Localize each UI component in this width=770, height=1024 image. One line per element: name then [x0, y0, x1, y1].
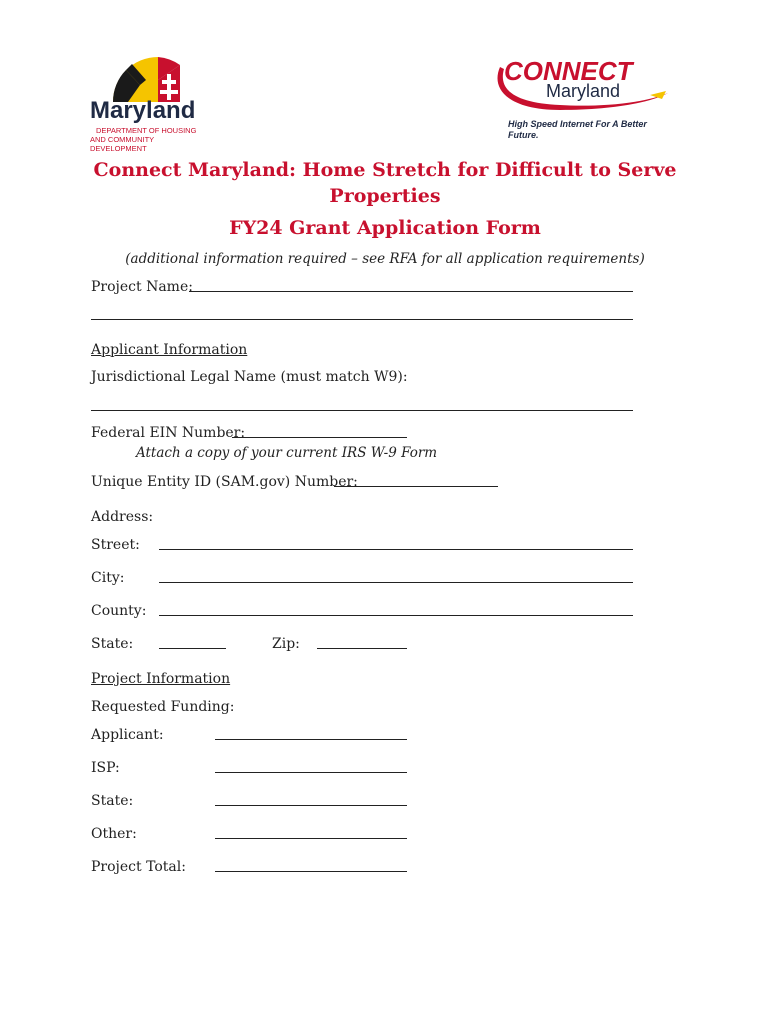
funding-state-label: State:: [91, 793, 134, 809]
county-field[interactable]: [159, 615, 633, 616]
uei-label: Unique Entity ID (SAM.gov) Number:: [91, 474, 358, 490]
form-title-line-1: Connect Maryland: Home Stretch for Difficult to Serve: [93, 159, 677, 181]
city-field[interactable]: [159, 582, 633, 583]
connect-maryland-logo: [490, 55, 675, 140]
connect-logo-line1: CONNECT: [504, 56, 633, 86]
project-name-field[interactable]: [189, 291, 633, 292]
maryland-flag-emblem-icon: [88, 50, 208, 102]
project-total-label: Project Total:: [91, 859, 186, 875]
form-title-line-2: Properties: [329, 185, 441, 207]
ein-field[interactable]: [232, 437, 407, 438]
zip-field[interactable]: [317, 648, 407, 649]
state-label: State:: [91, 636, 134, 652]
funding-other-field[interactable]: [215, 838, 407, 839]
city-label: City:: [91, 570, 125, 586]
funding-isp-field[interactable]: [215, 772, 407, 773]
dhcd-line-2: AND COMMUNITY DEVELOPMENT: [90, 135, 155, 153]
project-total-field[interactable]: [215, 871, 407, 872]
form-title-line-3: FY24 Grant Application Form: [229, 217, 541, 239]
address-label: Address:: [91, 509, 154, 525]
connect-logo-line2: Maryland: [546, 81, 621, 101]
form-note: (additional information required – see RFA for all application requirements): [125, 251, 645, 267]
project-name-field-continued[interactable]: [91, 319, 633, 320]
zip-label: Zip:: [272, 636, 300, 652]
funding-applicant-field[interactable]: [215, 739, 407, 740]
dhcd-line-1: DEPARTMENT OF HOUSING: [96, 126, 197, 135]
state-field[interactable]: [159, 648, 226, 649]
funding-applicant-label: Applicant:: [91, 727, 164, 743]
maryland-logo-name: Maryland: [90, 97, 196, 124]
ein-label: Federal EIN Number:: [91, 425, 246, 441]
requested-funding-label: Requested Funding:: [91, 699, 235, 715]
uei-field[interactable]: [334, 486, 498, 487]
funding-other-label: Other:: [91, 826, 137, 842]
street-label: Street:: [91, 537, 140, 553]
maryland-dhcd-logo: [88, 50, 208, 153]
applicant-information-heading: Applicant Information: [91, 342, 248, 358]
project-information-heading: Project Information: [91, 671, 231, 687]
county-label: County:: [91, 603, 147, 619]
funding-state-field[interactable]: [215, 805, 407, 806]
legal-name-label: Jurisdictional Legal Name (must match W9):: [91, 369, 408, 385]
street-field[interactable]: [159, 549, 633, 550]
connect-logo-tagline: High Speed Internet For A Better Future.: [508, 119, 647, 140]
legal-name-field[interactable]: [91, 410, 633, 411]
project-name-label: Project Name:: [91, 279, 193, 295]
ein-note: Attach a copy of your current IRS W-9 Form: [136, 445, 438, 461]
funding-isp-label: ISP:: [91, 760, 120, 776]
